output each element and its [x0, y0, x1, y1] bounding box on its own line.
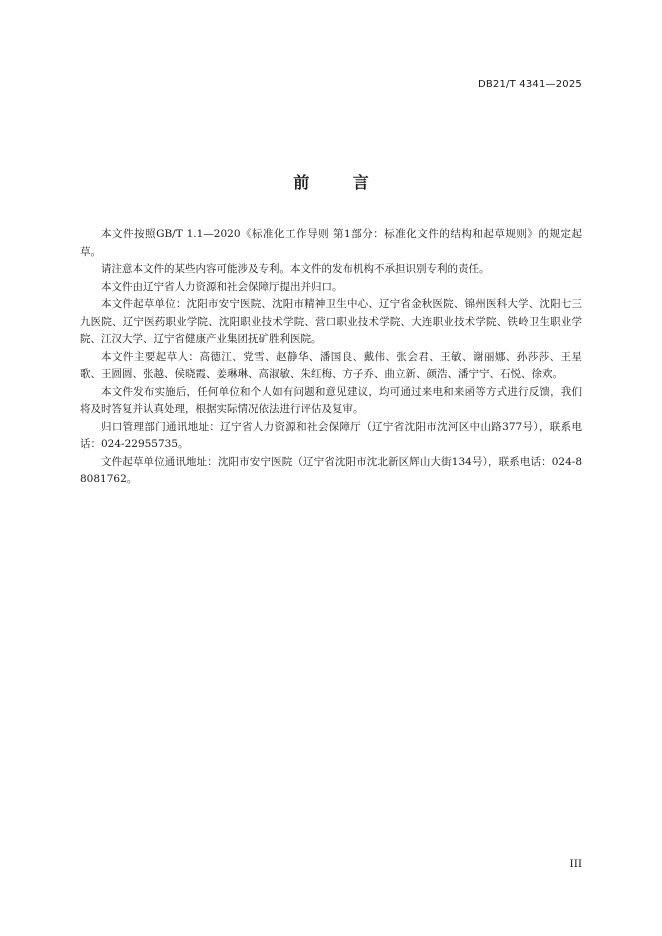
paragraph-drafters: 本文件主要起草人：高德江、党雪、赵静华、潘国良、戴伟、张会君、王敏、谢丽娜、孙莎莎、王星歌、王圆圆、张越、侯晓霞、姜琳琳、高淑敏、朱红梅、方子乔、曲立新、颜浩、潘宁宁、石悦、徐欢。 — [80, 350, 582, 380]
document-code: DB21/T 4341—2025 — [477, 79, 582, 90]
page-title: 前 言 — [293, 173, 369, 192]
paragraph-feedback: 本文件发布实施后，任何单位和个人如有问题和意见建议，均可通过来电和来函等方式进行反馈，我们将及时答复并认真处理，根据实际情况依法进行评估及复审。 — [80, 385, 582, 415]
page-number: III — [569, 858, 582, 870]
paragraph-admin-address: 归口管理部门通讯地址：辽宁省人力资源和社会保障厅（辽宁省沈阳市沈河区中山路377号），联系电话：024-22955735。 — [80, 420, 582, 450]
paragraph-drafter-address: 文件起草单位通讯地址：沈阳市安宁医院（辽宁省沈阳市沈北新区辉山大街134号），联系电话：024-88081762。 — [80, 455, 582, 485]
paragraph-patent-notice: 请注意本文件的某些内容可能涉及专利。本文件的发布机构不承担识别专利的责任。 — [101, 263, 490, 275]
paragraph-drafting-rules: 本文件按照GB/T 1.1—2020《标准化工作导则 第1部分：标准化文件的结构和起草规则》的规定起草。 — [80, 228, 582, 258]
foreword-body — [80, 226, 582, 489]
paragraph-proposer: 本文件由辽宁省人力资源和社会保障厅提出并归口。 — [101, 280, 343, 293]
paragraph-drafting-units: 本文件起草单位：沈阳市安宁医院、沈阳市精神卫生中心、辽宁省金秋医院、锦州医科大学、沈阳七三九医院、辽宁医药职业学院、沈阳职业技术学院、营口职业技术学院、大连职业技术学院、铁岭卫生职业学院、江汉大学、辽宁省健康产业集团抚矿胜利医院。 — [80, 298, 582, 345]
